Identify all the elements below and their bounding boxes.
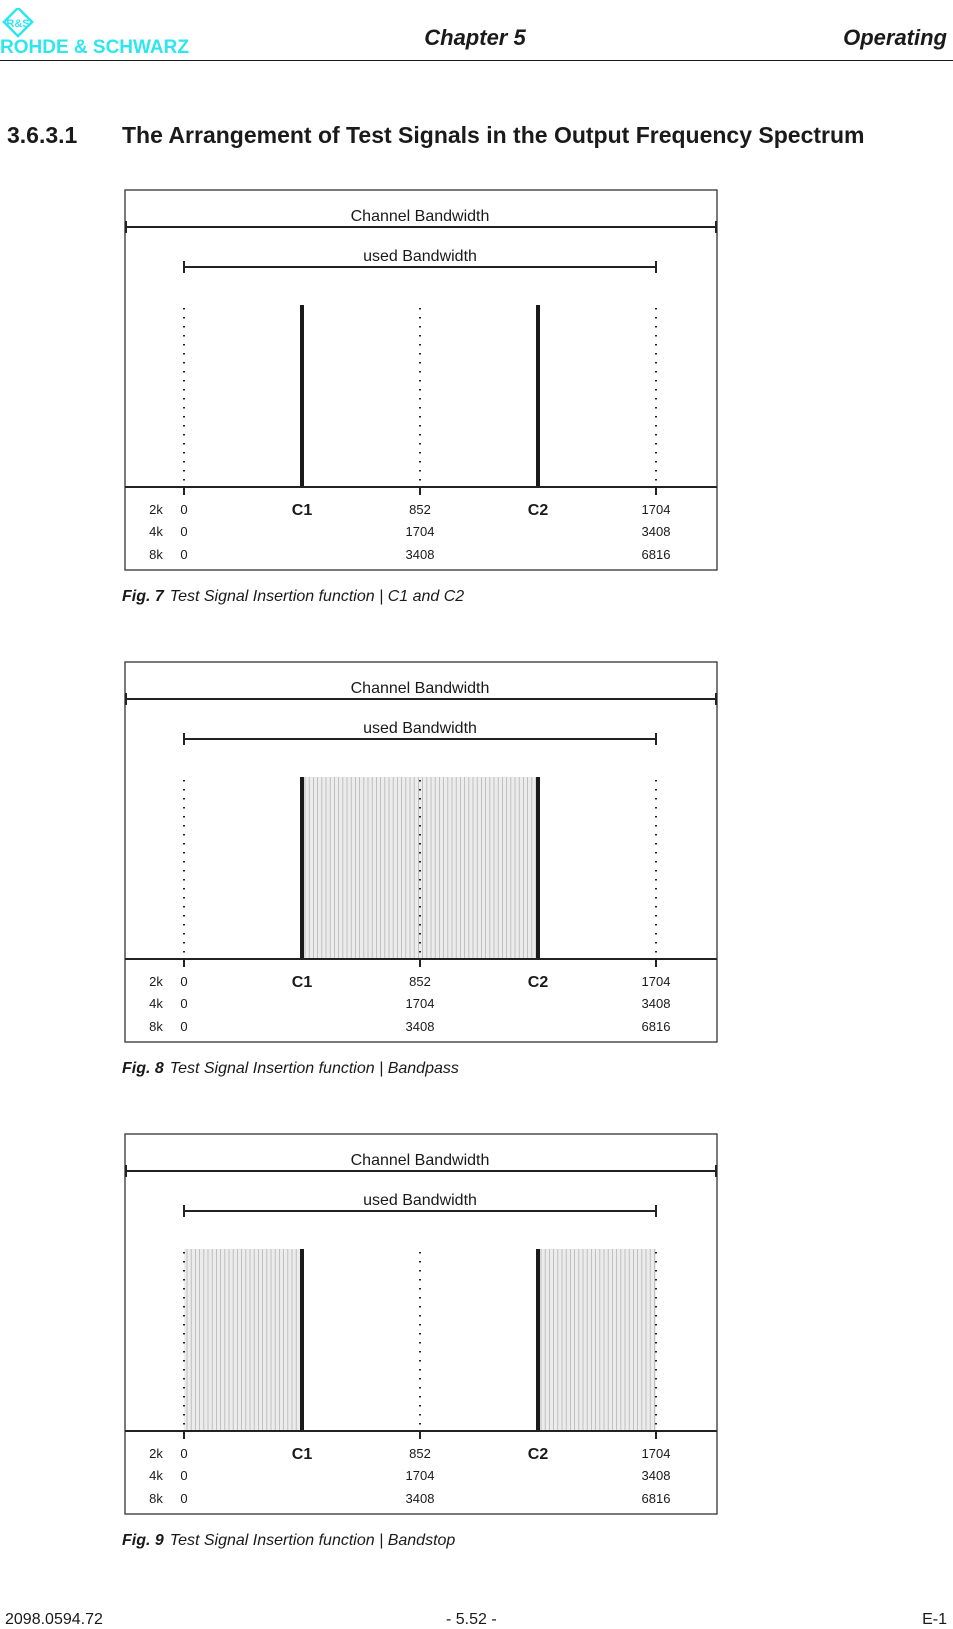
tick-value-mid: 852 (409, 974, 431, 989)
mode-label-8k: 8k (149, 1491, 163, 1506)
figure-7-diagram (124, 189, 718, 571)
mode-label-4k: 4k (149, 524, 163, 539)
tick-value-end: 3408 (641, 1468, 671, 1483)
carrier-c2-label: C2 (527, 974, 549, 991)
rohde-schwarz-logo (0, 8, 230, 56)
carrier-c1-label: C1 (291, 1446, 313, 1463)
tick-value-end: 3408 (641, 524, 671, 539)
tick-value-zero: 0 (180, 1019, 188, 1034)
header-divider (0, 60, 953, 61)
tick-value-zero: 0 (180, 547, 188, 562)
tick-value-end: 6816 (641, 547, 671, 562)
section-name-heading: Operating (843, 25, 947, 50)
tick-value-end: 1704 (641, 1446, 671, 1461)
tick-value-mid: 1704 (405, 996, 435, 1011)
tick-value-mid: 852 (409, 1446, 431, 1461)
logo-wordmark: ROHDE & SCHWARZ (0, 37, 189, 56)
tick-value-mid: 3408 (405, 547, 435, 562)
spectrum-diagram (124, 189, 718, 571)
figure-7-caption (122, 588, 464, 606)
tick-value-mid: 3408 (405, 1491, 435, 1506)
mode-label-4k: 4k (149, 1468, 163, 1483)
channel-bandwidth-label: Channel Bandwidth (350, 1152, 490, 1169)
used-bandwidth-label: used Bandwidth (363, 248, 477, 265)
channel-bandwidth-label: Channel Bandwidth (350, 208, 490, 225)
tick-value-zero: 0 (180, 974, 188, 989)
mode-label-8k: 8k (149, 547, 163, 562)
figure-7-caption-text: Test Signal Insertion function | C1 and C2 (169, 588, 465, 605)
mode-label-2k: 2k (149, 502, 163, 517)
mode-label-4k: 4k (149, 996, 163, 1011)
tick-value-end: 1704 (641, 974, 671, 989)
figure-9-caption (122, 1532, 455, 1550)
tick-value-mid: 1704 (405, 1468, 435, 1483)
mode-label-8k: 8k (149, 1019, 163, 1034)
figure-8-diagram (124, 661, 718, 1043)
tick-value-mid: 3408 (405, 1019, 435, 1034)
tick-value-mid: 852 (409, 502, 431, 517)
spectrum-diagram (124, 661, 718, 1043)
mode-label-2k: 2k (149, 1446, 163, 1461)
section-title: The Arrangement of Test Signals in the Output Frequency Spectrum (122, 122, 865, 148)
footer-edition: E-1 (922, 1611, 947, 1628)
spectrum-diagram (124, 1133, 718, 1515)
stopband-fill-left (184, 1249, 302, 1431)
used-bandwidth-label: used Bandwidth (363, 720, 477, 737)
svg-text:R&S: R&S (6, 18, 30, 30)
stopband-fill-right (538, 1249, 656, 1431)
tick-value-zero: 0 (180, 524, 188, 539)
figure-8-caption (122, 1060, 459, 1078)
section-number: 3.6.3.1 (7, 122, 78, 148)
tick-value-end: 6816 (641, 1019, 671, 1034)
tick-value-end: 3408 (641, 996, 671, 1011)
tick-value-zero: 0 (180, 502, 188, 517)
carrier-c2-label: C2 (527, 1446, 549, 1463)
chapter-heading: Chapter 5 (424, 25, 526, 50)
figure-9-label: Fig. 9 (122, 1532, 164, 1549)
mode-label-2k: 2k (149, 974, 163, 989)
carrier-c1-label: C1 (291, 974, 313, 991)
figure-9-diagram (124, 1133, 718, 1515)
footer-page-number: - 5.52 - (446, 1611, 497, 1628)
tick-value-end: 6816 (641, 1491, 671, 1506)
tick-value-zero: 0 (180, 996, 188, 1011)
tick-value-zero: 0 (180, 1491, 188, 1506)
figure-7-label: Fig. 7 (122, 588, 164, 605)
used-bandwidth-label: used Bandwidth (363, 1192, 477, 1209)
carrier-c1-label: C1 (291, 502, 313, 519)
tick-value-zero: 0 (180, 1468, 188, 1483)
figure-9-caption-text: Test Signal Insertion function | Bandstop (169, 1532, 456, 1549)
tick-value-mid: 1704 (405, 524, 435, 539)
tick-value-end: 1704 (641, 502, 671, 517)
tick-value-zero: 0 (180, 1446, 188, 1461)
carrier-c2-label: C2 (527, 502, 549, 519)
channel-bandwidth-label: Channel Bandwidth (350, 680, 490, 697)
figure-8-label: Fig. 8 (122, 1060, 164, 1077)
figure-8-caption-text: Test Signal Insertion function | Bandpass (169, 1060, 459, 1077)
footer-doc-number: 2098.0594.72 (5, 1611, 103, 1628)
